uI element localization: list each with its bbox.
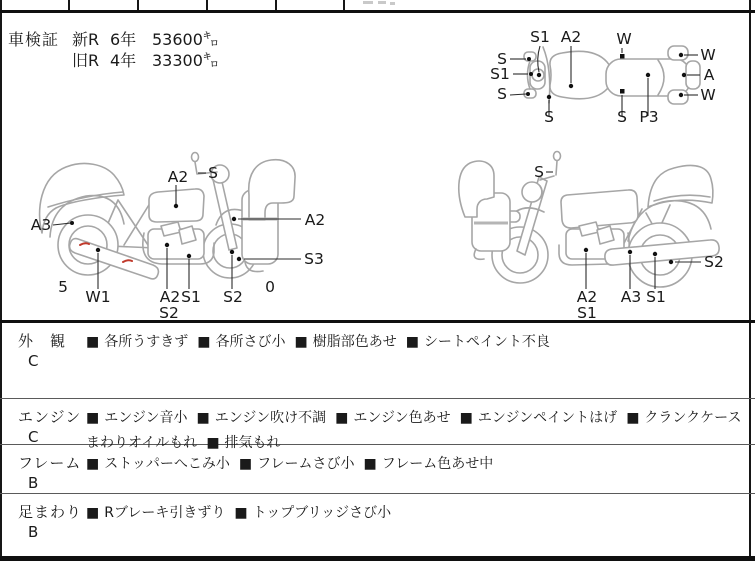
- diagram-label: A2: [576, 288, 598, 306]
- checked-box-icon: ■: [206, 435, 220, 451]
- diagram-label: S1: [646, 288, 666, 306]
- diagram-label: S2: [704, 253, 724, 271]
- diagram-label: P3: [639, 108, 659, 126]
- checked-box-icon: ■: [363, 456, 377, 472]
- diagram-label: S: [497, 50, 507, 68]
- diagram-label: S1: [577, 304, 597, 320]
- diagram-label: W: [616, 30, 632, 48]
- registration-row-old: [72, 50, 219, 71]
- diagram-label: A: [703, 66, 715, 84]
- checked-box-icon: ■: [86, 505, 100, 521]
- section-label: エンジン: [18, 408, 82, 426]
- top-view-art: [524, 46, 700, 104]
- diagram-label: S2: [223, 288, 243, 306]
- top-rule: [0, 10, 755, 13]
- cut-text-remnant: [390, 2, 395, 5]
- diagram-label: S: [208, 164, 218, 182]
- diagram-label: W: [700, 86, 716, 104]
- defect-items-list: [86, 452, 742, 477]
- cut-text-remnant: [378, 1, 386, 4]
- section-label: フレーム: [18, 454, 82, 472]
- checked-box-icon: ■: [234, 505, 248, 521]
- grade-value: B: [28, 523, 39, 541]
- diagram-label: S2: [159, 304, 179, 320]
- diagram-label: A2: [159, 288, 181, 306]
- top-view-diagram: [480, 25, 750, 135]
- diagram-label: S3: [304, 250, 324, 268]
- era-label: 新R: [72, 30, 100, 49]
- checked-box-icon: ■: [335, 410, 349, 426]
- diagram-label: S: [497, 85, 507, 103]
- diagram-label: S1: [490, 65, 510, 83]
- checked-box-icon: ■: [196, 410, 210, 426]
- defect-item-label: 各所さび小: [215, 334, 286, 350]
- defect-item: [86, 410, 188, 426]
- defect-item-label: Rブレーキ引きずり: [104, 505, 226, 521]
- diagram-label: S1: [530, 28, 550, 46]
- checked-box-icon: ■: [86, 334, 100, 350]
- diagram-label: A3: [30, 216, 52, 234]
- defect-item: [335, 410, 451, 426]
- section-label: 外 観: [18, 332, 67, 350]
- era-label: 旧R: [72, 51, 100, 70]
- checked-box-icon: ■: [626, 410, 640, 426]
- diagram-label: S: [534, 163, 544, 181]
- defect-item-label: シートペイント不良: [423, 334, 550, 350]
- bottom-rule: [0, 556, 755, 561]
- defect-item: [86, 505, 225, 521]
- inspection-row-engine: [2, 399, 749, 451]
- right-side-art: [459, 152, 719, 288]
- defect-item-label: エンジン音小: [104, 410, 188, 426]
- defect-item: [197, 410, 327, 426]
- defect-item-label: ストッパーへこみ小: [104, 456, 230, 472]
- checked-box-icon: ■: [197, 334, 211, 350]
- inspection-row-exterior: [2, 323, 749, 398]
- defect-item-label: 各所うすきず: [104, 334, 189, 350]
- defect-item: [364, 456, 494, 472]
- registration-title: 車検証: [8, 30, 60, 49]
- defect-item: [197, 334, 285, 350]
- defect-items-list: [86, 501, 742, 526]
- defect-item: [294, 334, 396, 350]
- grade-value: B: [28, 474, 39, 492]
- defect-item-label: 排気もれ: [224, 435, 281, 451]
- cut-text-remnant: [363, 1, 373, 4]
- diagram-label: 5: [58, 278, 68, 296]
- defect-item-label: クランクケースまわりオイルもれ: [86, 410, 742, 451]
- checked-box-icon: ■: [238, 456, 253, 472]
- checked-box-icon: ■: [86, 456, 100, 472]
- inspection-row-frame: [2, 445, 749, 493]
- checked-box-icon: ■: [405, 334, 419, 350]
- year-value: 4年: [110, 51, 137, 70]
- odometer-value: 33300㌔: [152, 51, 219, 70]
- diagram-label: S: [544, 108, 554, 126]
- defect-item: [86, 334, 188, 350]
- checked-box-icon: ■: [86, 410, 100, 426]
- odometer-value: 53600㌔: [152, 30, 219, 49]
- defect-item-label: トップブリッジさび小: [252, 505, 392, 521]
- diagram-label: S1: [181, 288, 201, 306]
- defect-item-label: フレームさび小: [257, 456, 355, 472]
- defect-item: [239, 456, 355, 472]
- diagram-label: 0: [265, 278, 275, 296]
- checked-box-icon: ■: [459, 410, 473, 426]
- diagram-label: A2: [304, 211, 326, 229]
- checked-box-icon: ■: [294, 334, 308, 350]
- diagram-label: A3: [620, 288, 642, 306]
- defect-item-label: フレーム色あせ中: [381, 456, 494, 472]
- defect-item-label: エンジン色あせ: [353, 410, 451, 426]
- defect-item: [406, 334, 550, 350]
- defect-item-label: エンジン吹け不調: [214, 410, 327, 426]
- section-label: 足まわり: [18, 503, 83, 521]
- diagram-label: W: [700, 46, 716, 64]
- year-value: 6年: [110, 30, 137, 49]
- right-side-diagram: [420, 145, 755, 320]
- diagram-label: S: [617, 108, 627, 126]
- defect-item-label: 樹脂部色あせ: [312, 334, 397, 350]
- diagram-label: A2: [560, 28, 582, 46]
- inspection-row-undercarriage: [2, 494, 749, 556]
- defect-item-label: エンジンペイントはげ: [477, 410, 618, 426]
- registration-block: [8, 29, 219, 71]
- diagram-label: A2: [167, 168, 189, 186]
- defect-items-list: [86, 330, 742, 355]
- defect-item: [460, 410, 618, 426]
- grade-value: C: [28, 352, 39, 370]
- registration-row-new: [72, 29, 219, 50]
- left-side-diagram: [20, 145, 380, 320]
- diagram-label: W1: [85, 288, 111, 306]
- grade-value: C: [28, 428, 39, 446]
- defect-item: [234, 505, 391, 521]
- defect-item: [86, 456, 230, 472]
